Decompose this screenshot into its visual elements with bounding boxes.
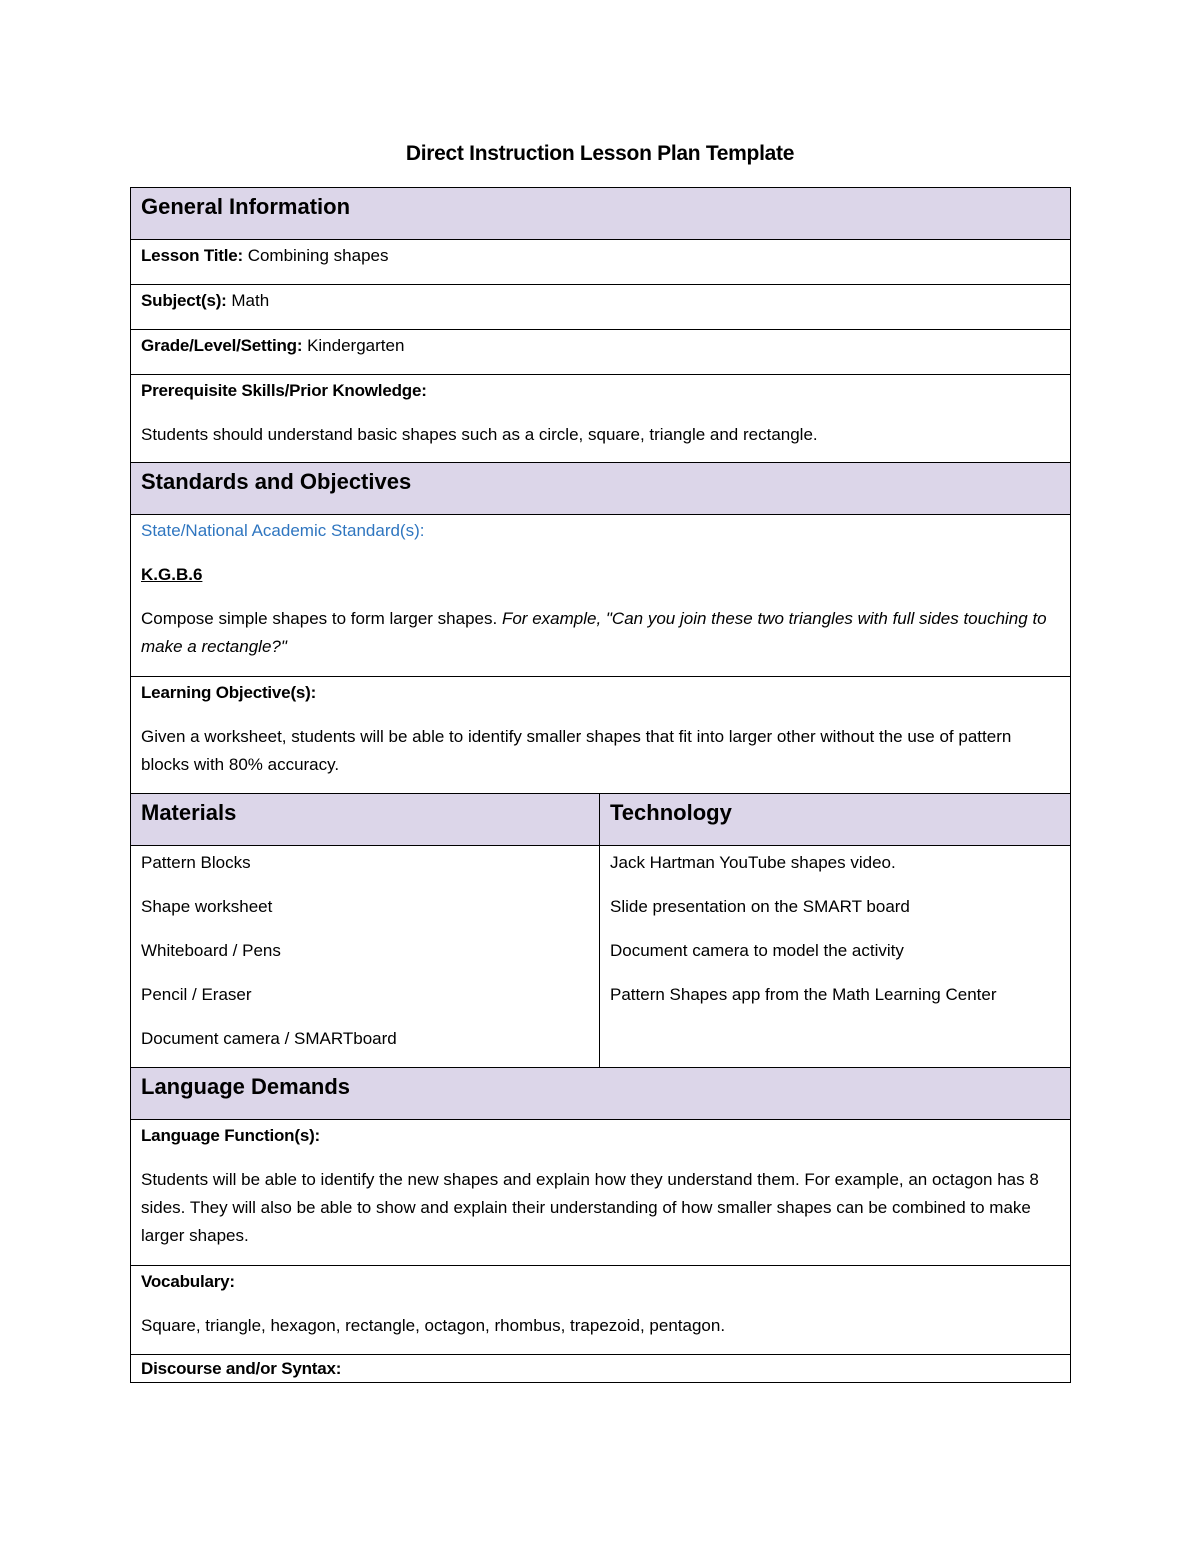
language-function-value: Students will be able to identify the new shapes and explain how they understand them. For example, an octagon has 8 sides. They will also be able to show and explain their understanding of how smaller shapes can be combined to make larger shapes. [141, 1170, 1039, 1245]
prerequisite-value: Students should understand basic shapes such as a circle, square, triangle and rectangle. [141, 425, 818, 444]
prerequisite-row [131, 375, 1071, 463]
standards-label: State/National Academic Standard(s): [141, 521, 425, 540]
technology-heading: Technology [600, 794, 1071, 846]
technology-list [600, 846, 1071, 1068]
learning-objective-row [131, 677, 1071, 794]
lesson-title-value: Combining shapes [247, 246, 389, 265]
technology-item: Document camera to model the activity [610, 941, 904, 960]
learning-objective-value: Given a worksheet, students will be able to identify smaller shapes that fit into larger other without the use of pattern blocks with 80% accuracy. [141, 727, 1012, 774]
discourse-label: Discourse and/or Syntax: [141, 1359, 342, 1378]
standards-objectives-heading: Standards and Objectives [131, 463, 1071, 515]
vocabulary-row [131, 1266, 1071, 1355]
vocabulary-value: Square, triangle, hexagon, rectangle, octagon, rhombus, trapezoid, pentagon. [141, 1316, 726, 1335]
learning-objective-label: Learning Objective(s): [141, 683, 317, 702]
materials-item: Document camera / SMARTboard [141, 1029, 397, 1048]
materials-item: Pattern Blocks [141, 853, 251, 872]
materials-list [131, 846, 600, 1068]
technology-item: Slide presentation on the SMART board [610, 897, 910, 916]
materials-item: Pencil / Eraser [141, 985, 252, 1004]
materials-heading: Materials [131, 794, 600, 846]
general-information-heading: General Information [131, 188, 1071, 240]
grade-label: Grade/Level/Setting: [141, 336, 303, 355]
materials-item: Whiteboard / Pens [141, 941, 281, 960]
lesson-title-row [131, 240, 1071, 285]
lesson-title-label: Lesson Title: [141, 246, 243, 265]
subjects-value: Math [231, 291, 270, 310]
language-function-row [131, 1120, 1071, 1266]
standard-description-text: Compose simple shapes to form larger shapes. [141, 609, 498, 628]
lesson-plan-table [130, 187, 1071, 1383]
language-demands-heading: Language Demands [131, 1068, 1071, 1120]
document-title: Direct Instruction Lesson Plan Template [405, 142, 795, 165]
materials-item: Shape worksheet [141, 897, 273, 916]
standard-example: For example, "Can you join these two triangles with full sides touching to make a rectangle?" [141, 609, 1047, 656]
technology-item: Jack Hartman YouTube shapes video. [610, 853, 896, 872]
grade-row [131, 330, 1071, 375]
academic-standards-row [131, 515, 1071, 677]
subjects-row [131, 285, 1071, 330]
prerequisite-label: Prerequisite Skills/Prior Knowledge: [141, 381, 427, 400]
subjects-label: Subject(s): [141, 291, 227, 310]
language-function-label: Language Function(s): [141, 1126, 321, 1145]
technology-item: Pattern Shapes app from the Math Learning Center [610, 985, 997, 1004]
discourse-row [131, 1355, 1071, 1383]
standard-description [141, 605, 1060, 661]
grade-value: Kindergarten [307, 336, 405, 355]
standard-code: K.G.B.6 [141, 565, 203, 584]
vocabulary-label: Vocabulary: [141, 1272, 235, 1291]
